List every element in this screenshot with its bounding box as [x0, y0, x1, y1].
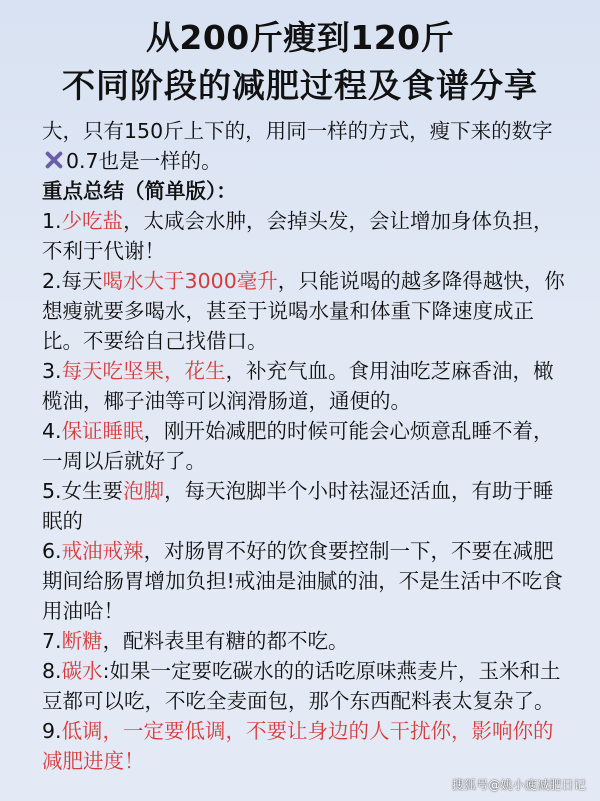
list-item-9	[42, 716, 574, 776]
item-text: :如果一定要吃碳水的的话吃原味燕麦片，玉米和土豆都可以吃，不吃全麦面包，那个东西配料表太复杂了。	[42, 659, 561, 713]
intro-text-before: 大，只有150斤上下的，用同一样的方式，瘦下来的数字	[42, 119, 553, 143]
title-line-2: 不同阶段的减肥过程及食谱分享	[62, 66, 538, 105]
list-item-7	[42, 626, 574, 656]
item-text: ，配料表里有糖的都不吃。	[102, 629, 349, 653]
item-text: ，每天泡脚半个小时祛湿还活血，有助于睡眠的	[42, 479, 554, 533]
article-body	[42, 116, 574, 776]
list-item-6	[42, 536, 574, 626]
item-prefix: 6.	[42, 539, 62, 563]
list-item-5	[42, 476, 574, 536]
item-highlight: 低调，一定要低调，不要让身边的人干扰你，影响你的减肥进度！	[42, 719, 554, 773]
item-highlight: 戒油戒辣	[61, 539, 144, 563]
item-highlight: 每天吃坚果，花生	[61, 359, 226, 383]
item-highlight: 喝水大于3000毫升	[102, 269, 278, 293]
item-prefix: 2.每天	[42, 269, 103, 293]
intro-text-after: 0.7也是一样的。	[66, 149, 222, 173]
item-text: ，补充气血。食用油吃芝麻香油，橄榄油，椰子油等可以润滑肠道，通便的。	[42, 359, 554, 413]
item-highlight: 碳水	[61, 659, 103, 683]
title-line-1: 从200斤瘦到120斤	[145, 18, 455, 57]
cross-mark-icon	[44, 150, 64, 170]
item-highlight: 少吃盐	[61, 209, 124, 233]
item-highlight: 泡脚	[123, 479, 165, 503]
item-prefix: 7.	[42, 629, 62, 653]
item-highlight: 保证睡眠	[61, 419, 144, 443]
item-text: ，只能说喝的越多降得越快，你想瘦就要多喝水，甚至于说喝水量和体重下降速度成正比。不要给自己找借口。	[42, 269, 565, 353]
item-text: ，刚开始减肥的时候可能会心烦意乱睡不着，一周以后就好了。	[42, 419, 554, 473]
list-item-8	[42, 656, 574, 716]
item-highlight: 断糖	[61, 629, 103, 653]
item-prefix: 8.	[42, 659, 62, 683]
summary-heading: 重点总结（简单版）：	[42, 179, 237, 203]
item-text: ，对肠胃不好的饮食要控制一下，不要在减肥期间给肠胃增加负担!戒油是油腻的油，不是生活中不吃食用油哈！	[42, 539, 563, 623]
list-item-4	[42, 416, 574, 476]
item-text: ，太咸会水肿，会掉头发，会让增加身体负担，不利于代谢！	[42, 209, 554, 263]
item-prefix: 4.	[42, 419, 62, 443]
list-item-1	[42, 206, 574, 266]
item-prefix: 3.	[42, 359, 62, 383]
intro-paragraph	[42, 116, 574, 176]
watermark: 搜狐号@姚小瘦减肥日记	[451, 778, 586, 792]
item-prefix: 9.	[42, 719, 62, 743]
list-item-2	[42, 266, 574, 356]
list-item-3	[42, 356, 574, 416]
item-prefix: 1.	[42, 209, 62, 233]
item-prefix: 5.女生要	[42, 479, 124, 503]
